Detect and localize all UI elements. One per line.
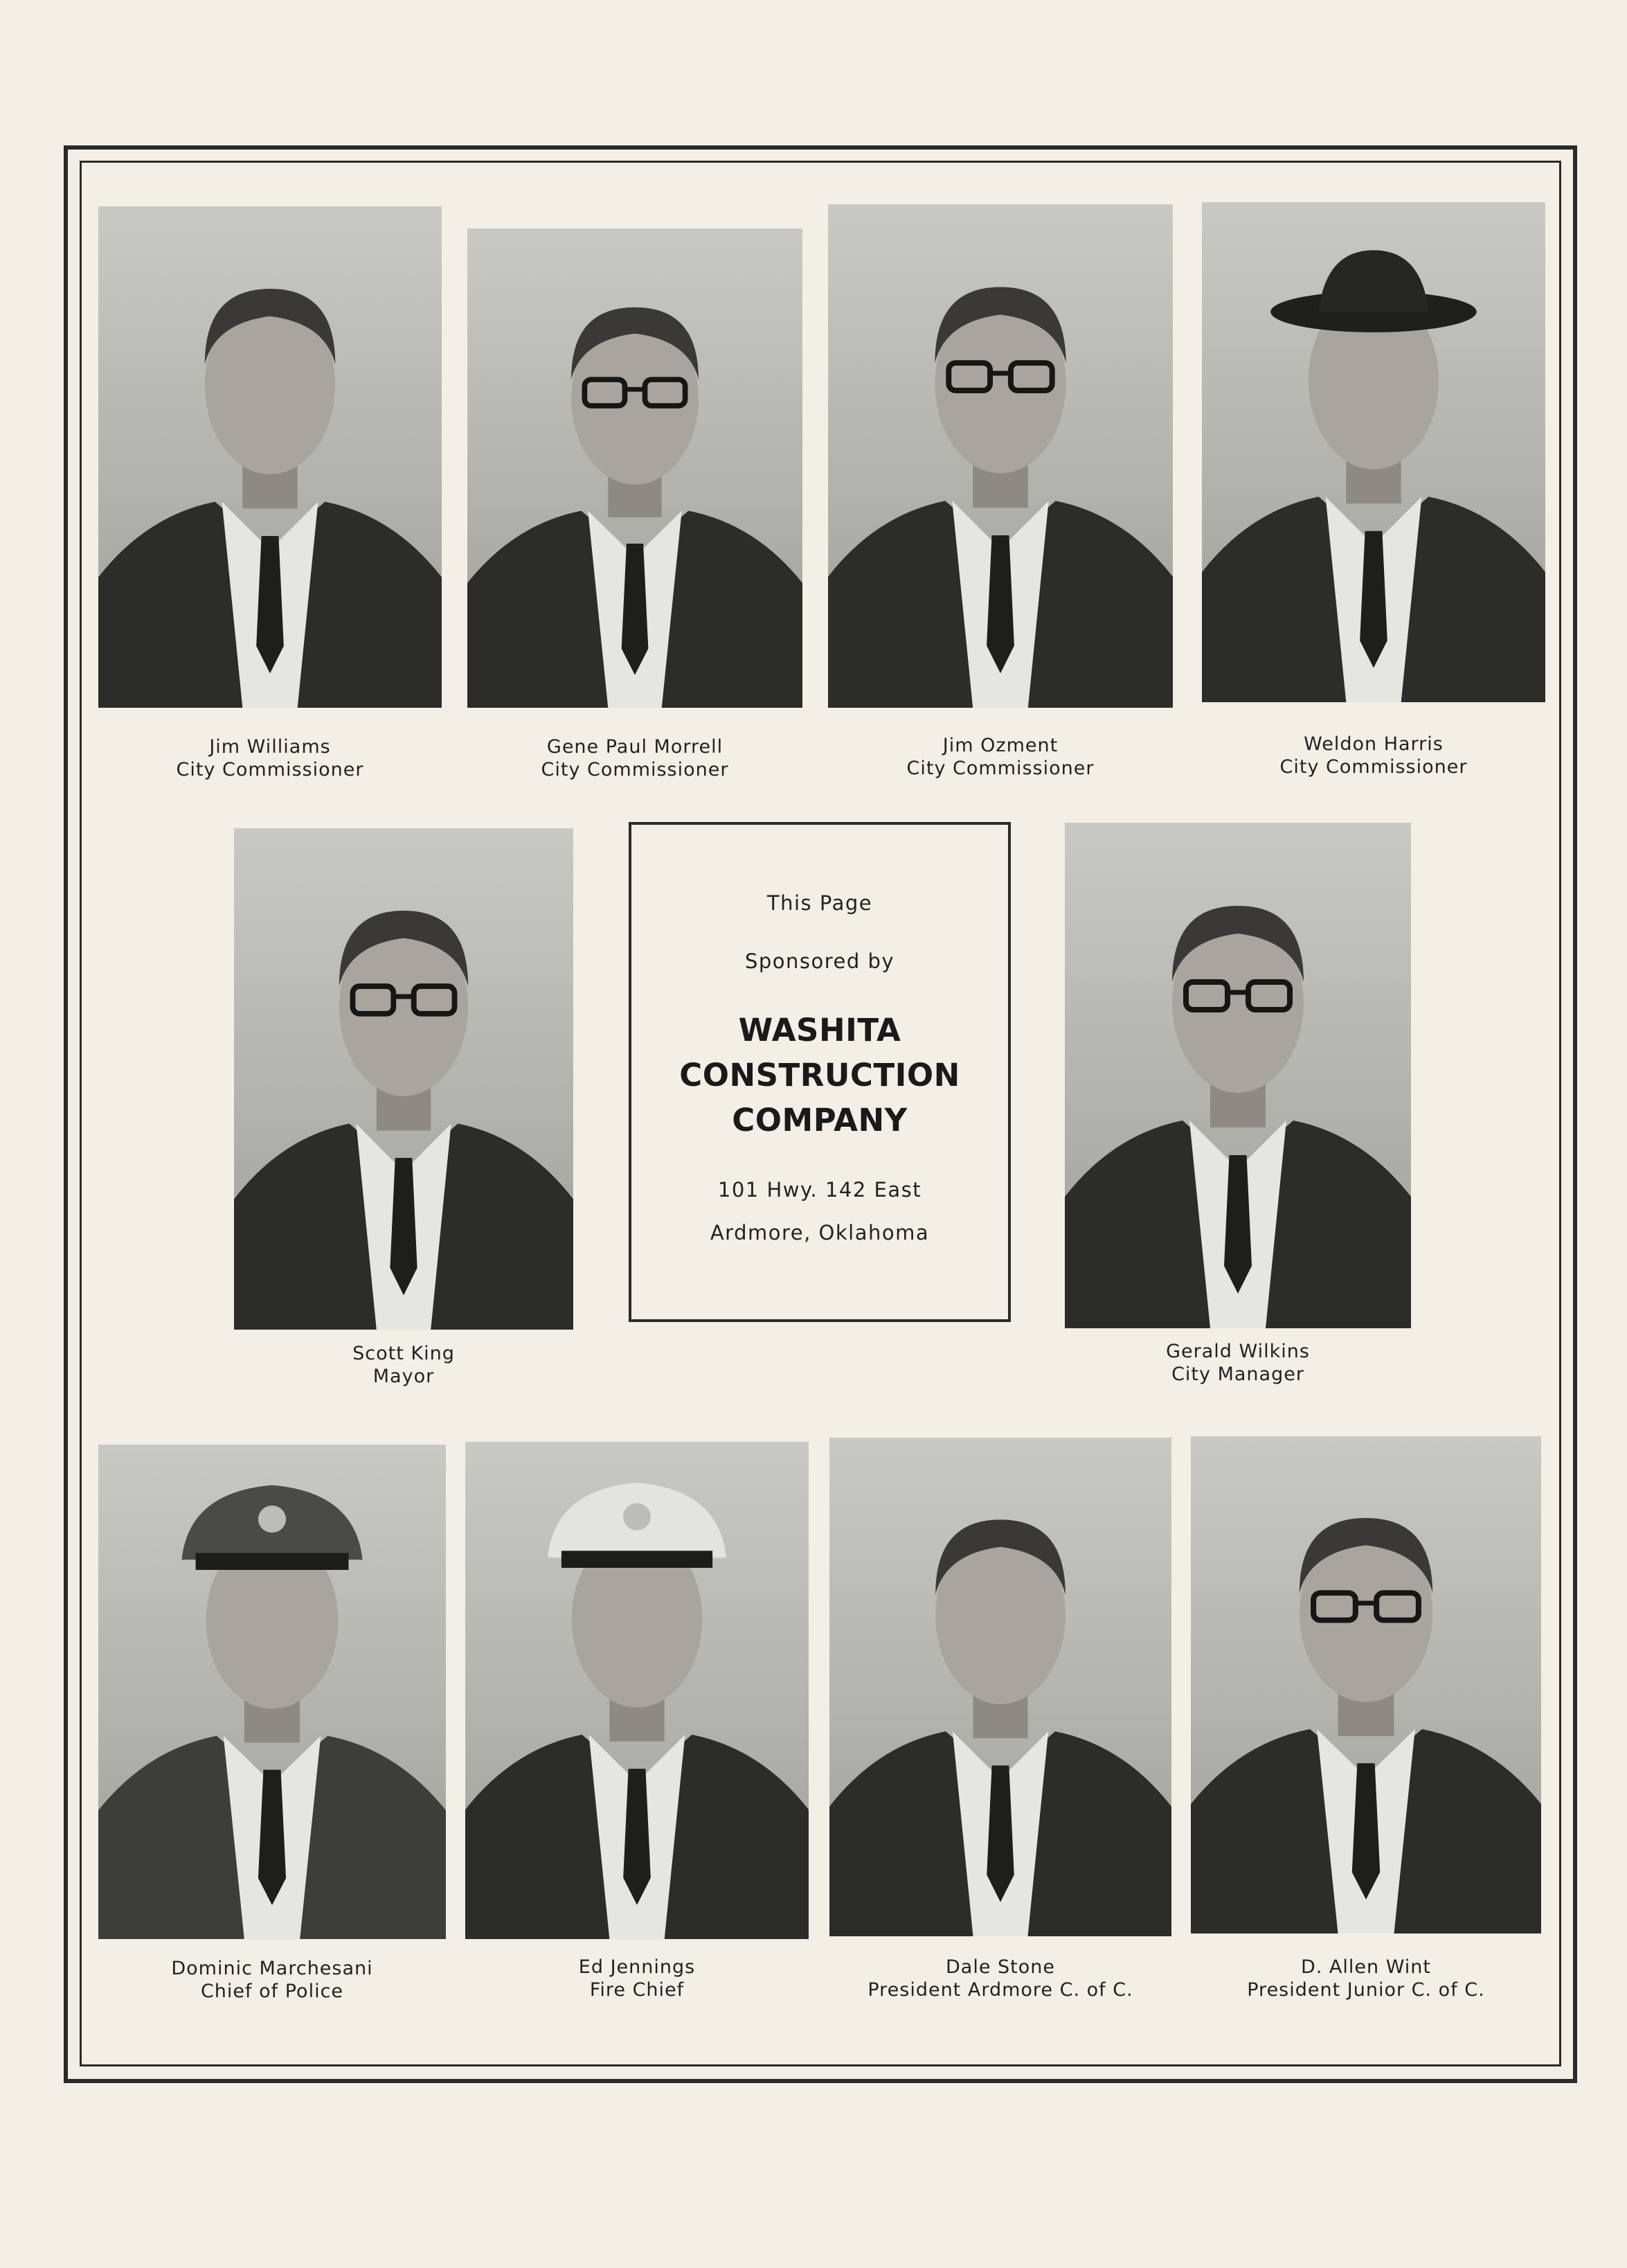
portrait-caption [465,1956,809,2001]
sponsor-box [629,822,1011,1322]
portrait-photo [465,1442,809,1939]
portrait-illustration [465,1442,809,1939]
portrait-illustration [1065,823,1411,1328]
portrait-illustration [234,828,573,1330]
company-name-line-2: CONSTRUCTION [679,1057,960,1093]
person-title: President Ardmore C. of C. [868,1979,1133,2001]
portrait-caption [828,734,1173,780]
person-name: Gerald Wilkins [1166,1341,1310,1362]
person-name: Dale Stone [946,1956,1055,1978]
portrait-photo [467,229,802,708]
person-title: City Manager [1171,1364,1304,1385]
person-name: Ed Jennings [578,1956,696,1978]
person-title: President Junior C. of C. [1247,1979,1485,2001]
person-title: City Commissioner [906,758,1095,779]
person-name: Jim Ozment [942,735,1059,756]
sponsor-address-1: 101 Hwy. 142 East [717,1178,922,1202]
portrait-caption [467,735,802,781]
portrait-photo [1202,202,1545,702]
portrait-caption [1065,1340,1411,1386]
sponsor-address-2: Ardmore, Oklahoma [710,1221,930,1244]
portrait-photo [829,1438,1171,1936]
person-name: Dominic Marchesani [171,1958,373,1979]
person-name: Gene Paul Morrell [546,736,723,758]
cap-band-shape [561,1551,712,1568]
portrait-illustration [1191,1436,1541,1934]
person-title: City Commissioner [176,759,364,780]
portrait-caption [1191,1956,1541,2001]
person-name: Weldon Harris [1304,733,1444,755]
portrait-photo [1191,1436,1541,1934]
person-title: City Commissioner [541,759,729,780]
portrait-caption [1202,733,1545,778]
person-name: Scott King [352,1343,455,1364]
portrait-illustration [467,229,802,708]
portrait-photo [828,204,1173,708]
portrait-caption [98,735,442,781]
person-title: Mayor [372,1366,435,1387]
company-name-line-1: WASHITA [738,1012,901,1048]
portrait-caption [234,1342,573,1388]
portrait-illustration [98,1445,446,1939]
person-title: City Commissioner [1279,756,1468,778]
portrait-illustration [829,1438,1171,1936]
portrait-caption [829,1956,1171,2001]
person-name: Jim Williams [209,736,331,758]
portrait-photo [1065,823,1411,1328]
portrait-photo [98,206,442,708]
person-title: Chief of Police [200,1981,344,2002]
cap-band-shape [196,1553,349,1569]
portrait-illustration [828,204,1173,708]
person-title: Fire Chief [589,1979,685,2001]
company-name-line-3: COMPANY [732,1102,908,1139]
person-name: D. Allen Wint [1300,1956,1432,1978]
portrait-caption [98,1957,446,2003]
cap-badge-shape [623,1503,651,1530]
portrait-illustration [1202,202,1545,702]
sponsor-line-1: This Page [766,891,873,915]
portrait-photo [234,828,573,1330]
portrait-illustration [98,206,442,708]
sponsor-line-2: Sponsored by [744,949,895,973]
portrait-photo [98,1445,446,1939]
hat-crown-shape [1319,250,1429,312]
cap-badge-shape [258,1506,286,1533]
